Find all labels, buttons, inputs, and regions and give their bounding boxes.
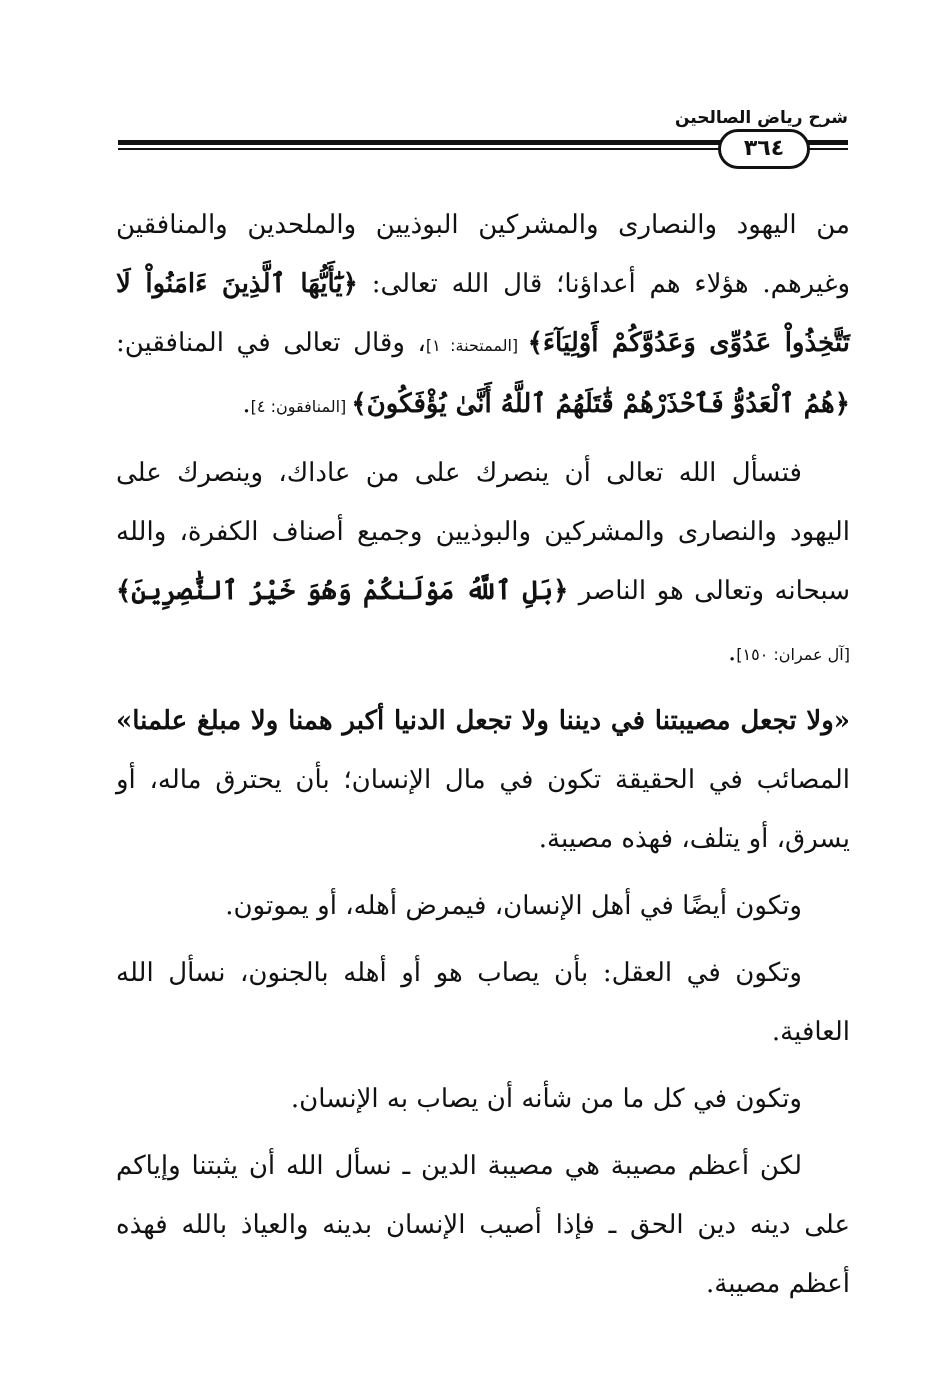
paragraph-2: [116, 444, 850, 684]
paragraph-3: [116, 692, 850, 869]
paragraph-1-text-c: .: [242, 389, 251, 419]
body-text: [116, 196, 850, 1322]
verse-reference-al-imran: [آل عمران: ١٥٠]: [736, 645, 850, 664]
paragraph-1: [116, 196, 850, 436]
page-number: ٣٦٤: [718, 129, 810, 169]
paragraph-5: وتكون في العقل: بأن يصاب هو أو أهله بالجنون، نسأل الله العافية.: [116, 958, 850, 1047]
verse-reference-munafiqun: [المنافقون: ٤]: [250, 397, 352, 416]
quran-verse-munafiqun: ﴿هُمُ ٱلْعَدُوُّ فَٱحْذَرْهُمْ قَٰتَلَهُمُ ٱللَّهُ أَنَّىٰ يُؤْفَكُونَ﴾: [351, 389, 850, 419]
quran-verse-mumtahana: ﴿يَٰٓأَيُّهَا ٱلَّذِينَ ءَامَنُواْ لَا تَتَّخِذُواْ عَدُوِّى وَعَدُوَّكُمْ أَوْلِيَآءَ﴾: [116, 269, 850, 358]
paragraph-6: وتكون في كل ما من شأنه أن يصاب به الإنسان.: [290, 1084, 802, 1114]
book-title: شرح رياض الصالحين: [674, 108, 848, 128]
paragraph-1-text-b: ، وقال تعالى في المنافقين:: [116, 328, 426, 358]
paragraph-3-text: المصائب في الحقيقة تكون في مال الإنسان؛ بأن يحترق ماله، أو يسرق، أو يتلف، فهذه مصيبة.: [116, 765, 850, 854]
paragraph-7: لكن أعظم مصيبة هي مصيبة الدين ـ نسأل الله أن يثبتنا وإياكم على دينه دين الحق ـ فإذا أصيب الإنسان بدينه والعياذ بالله فهذه أعظم مصيبة.: [116, 1151, 850, 1299]
paragraph-4: وتكون أيضًا في أهل الإنسان، فيمرض أهله، أو يموتون.: [225, 891, 802, 921]
verse-reference-mumtahana: [الممتحنة: ١]: [425, 336, 528, 355]
paragraph-2-text-a: فتسأل الله تعالى أن ينصرك على من عاداك، وينصرك على اليهود والنصارى والمشركين والبوذيين وجميع أصناف الكفرة، والله سبحانه وتعالى هو الناصر: [116, 458, 850, 606]
hadith-quote: «ولا تجعل مصيبتنا في ديننا ولا تجعل الدنيا أكبر همنا ولا مبلغ علمنا»: [116, 706, 850, 736]
paragraph-1-text-a: من اليهود والنصارى والمشركين البوذيين والملحدين والمنافقين وغيرهم. هؤلاء هم أعداؤنا؛ قال الله تعالى:: [116, 210, 851, 299]
paragraph-2-text-b: .: [728, 637, 737, 667]
quran-verse-al-imran: ﴿بَلِ ٱللَّهُ مَوْلَىٰكُمْ وَهُوَ خَيْرُ ٱلنَّٰصِرِينَ﴾: [116, 576, 569, 606]
page-header: [118, 108, 848, 161]
